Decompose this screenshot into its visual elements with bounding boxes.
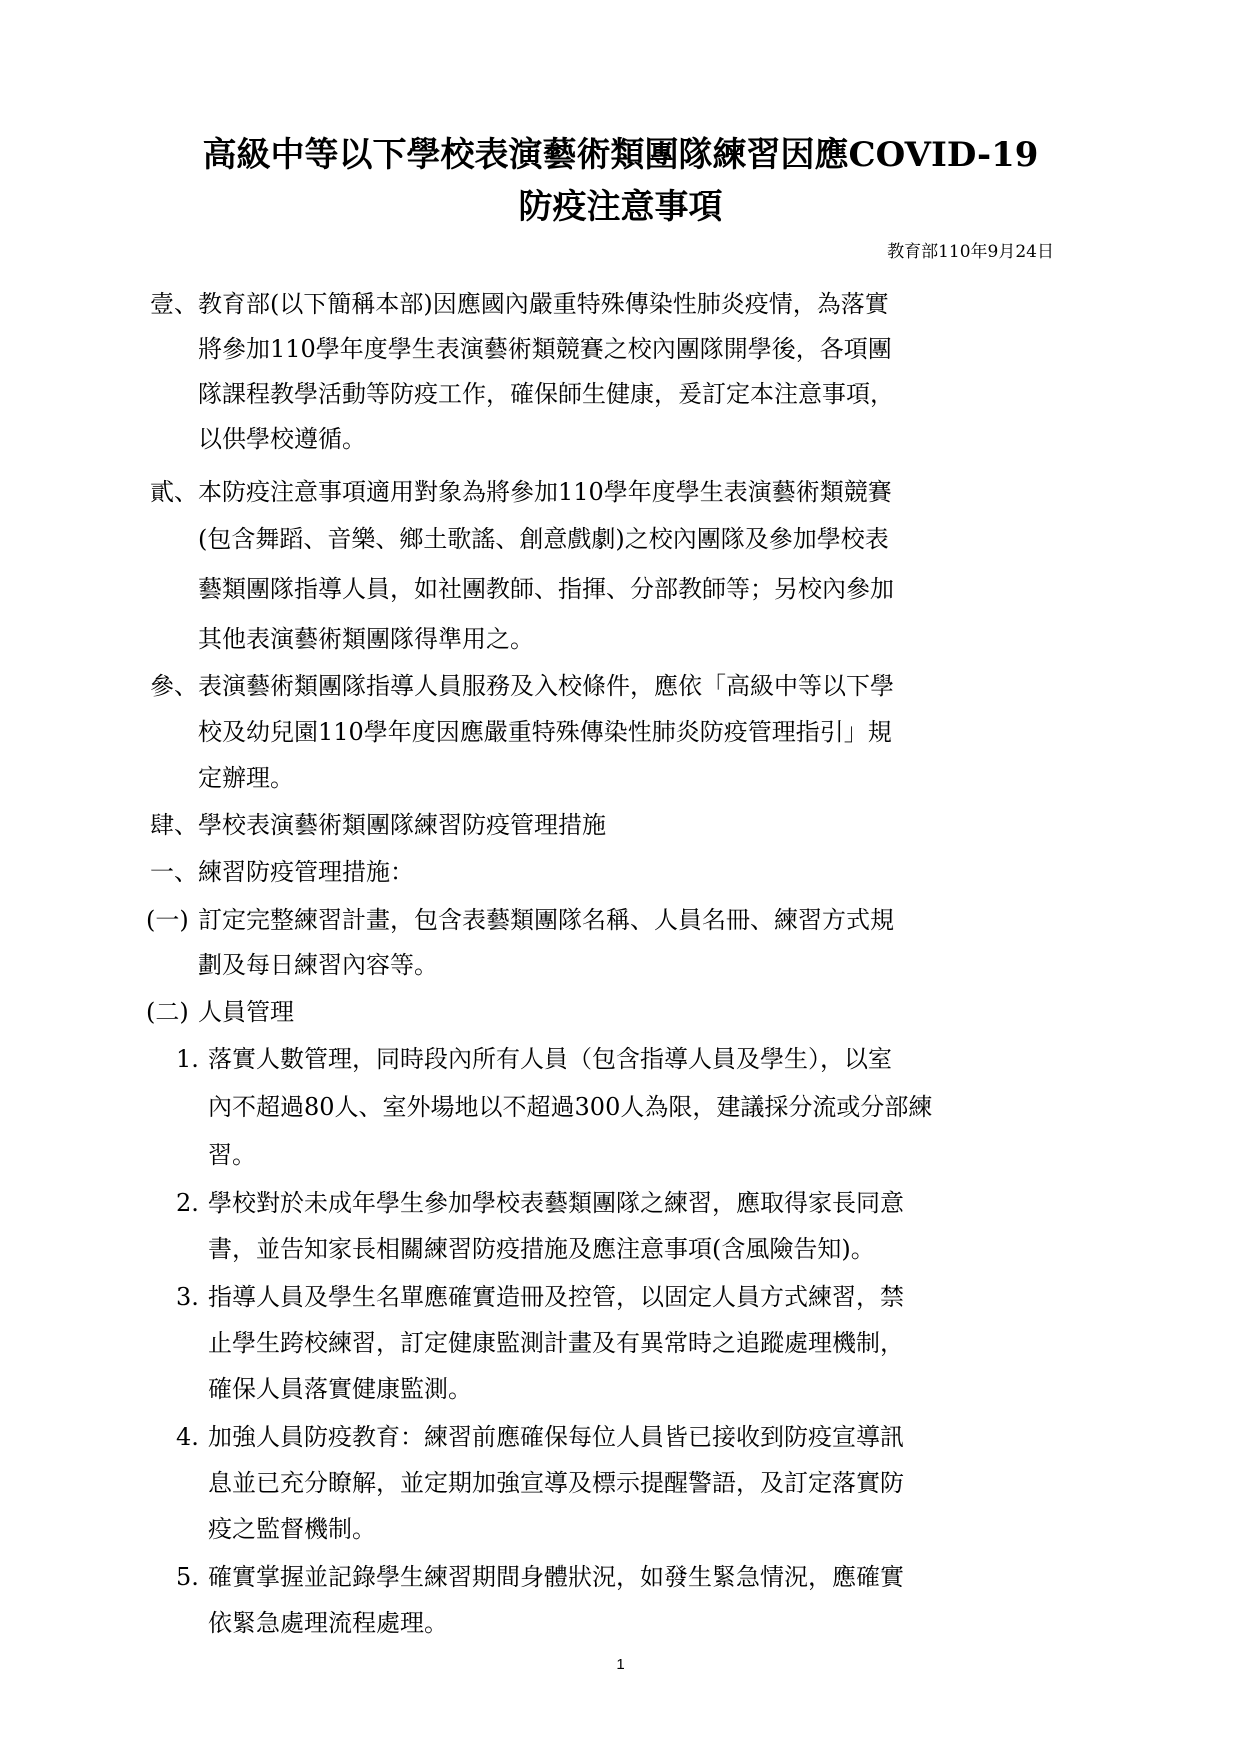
item-label: (二) (146, 998, 189, 1026)
title-line-2 (140, 183, 1101, 231)
paragraph-line: 本防疫注意事項適用對象為將參加110學年度學生表演藝術類競賽 (198, 478, 892, 506)
paragraph-line: 訂定完整練習計畫，包含表藝類團隊名稱、人員名冊、練習方式規 (198, 906, 894, 934)
list-number: 4. (176, 1423, 199, 1451)
list-item-line: 學校對於未成年學生參加學校表藝類團隊之練習，應取得家長同意 (208, 1189, 904, 1217)
paragraph-line: 表演藝術類團隊指導人員服務及入校條件，應依「高級中等以下學 (198, 672, 894, 700)
page-number: 1 (616, 1656, 625, 1673)
list-item-line: 書，並告知家長相關練習防疫措施及應注意事項(含風險告知)。 (208, 1235, 875, 1263)
section-heading: 學校表演藝術類團隊練習防疫管理措施 (198, 811, 606, 839)
section-label: 參、 (150, 672, 198, 700)
paragraph-line: 藝類團隊指導人員，如社團教師、指揮、分部教師等；另校內參加 (198, 575, 894, 603)
item-label: (一) (146, 906, 189, 934)
paragraph-line: 校及幼兒園110學年度因應嚴重特殊傳染性肺炎防疫管理指引」規 (198, 718, 892, 746)
paragraph-line: 隊課程教學活動等防疫工作，確保師生健康，爰訂定本注意事項， (198, 380, 894, 408)
issue-date: 教育部110年9月24日 (887, 242, 1054, 262)
list-item-line: 息並已充分瞭解，並定期加強宣導及標示提醒警語，及訂定落實防 (208, 1469, 904, 1497)
title-text: 防疫注意事項 (518, 187, 723, 227)
paragraph-line: 教育部(以下簡稱本部)因應國內嚴重特殊傳染性肺炎疫情，為落實 (198, 290, 889, 318)
list-item-line: 內不超過80人、室外場地以不超過300人為限，建議採分流或分部練 (208, 1093, 933, 1121)
paragraph-line: (包含舞蹈、音樂、鄉土歌謠、創意戲劇)之校內團隊及參加學校表 (198, 525, 889, 553)
subsection-label: 一、 (150, 858, 198, 886)
paragraph-line: 其他表演藝術類團隊得準用之。 (198, 625, 534, 653)
list-item-line: 落實人數管理，同時段內所有人員（包含指導人員及學生），以室 (208, 1045, 892, 1073)
item-heading: 人員管理 (198, 998, 294, 1026)
list-item-line: 習。 (208, 1141, 256, 1169)
list-item-line: 確保人員落實健康監測。 (208, 1375, 472, 1403)
title-text: 高級中等以下學校表演藝術類團隊練習因應COVID-19 (202, 135, 1039, 175)
list-number: 5. (176, 1563, 199, 1591)
list-item-line: 加強人員防疫教育：練習前應確保每位人員皆已接收到防疫宣導訊 (208, 1423, 904, 1451)
list-number: 3. (176, 1283, 199, 1311)
list-item-line: 依緊急處理流程處理。 (208, 1609, 448, 1637)
section-label: 壹、 (150, 290, 198, 318)
paragraph-line: 劃及每日練習內容等。 (198, 951, 438, 979)
section-label: 肆、 (150, 811, 198, 839)
list-item-line: 疫之監督機制。 (208, 1515, 376, 1543)
title-line-1 (140, 131, 1101, 179)
section-label: 貳、 (150, 478, 198, 506)
paragraph-line: 以供學校遵循。 (198, 425, 366, 453)
paragraph-line: 定辦理。 (198, 764, 294, 792)
paragraph-line: 將參加110學年度學生表演藝術類競賽之校內團隊開學後，各項團 (198, 335, 892, 363)
subsection-heading: 練習防疫管理措施： (198, 858, 414, 886)
list-item-line: 止學生跨校練習，訂定健康監測計畫及有異常時之追蹤處理機制， (208, 1329, 904, 1357)
list-item-line: 指導人員及學生名單應確實造冊及控管，以固定人員方式練習，禁 (208, 1283, 904, 1311)
list-number: 2. (176, 1189, 199, 1217)
list-item-line: 確實掌握並記錄學生練習期間身體狀況，如發生緊急情況，應確實 (208, 1563, 904, 1591)
list-number: 1. (176, 1045, 199, 1073)
